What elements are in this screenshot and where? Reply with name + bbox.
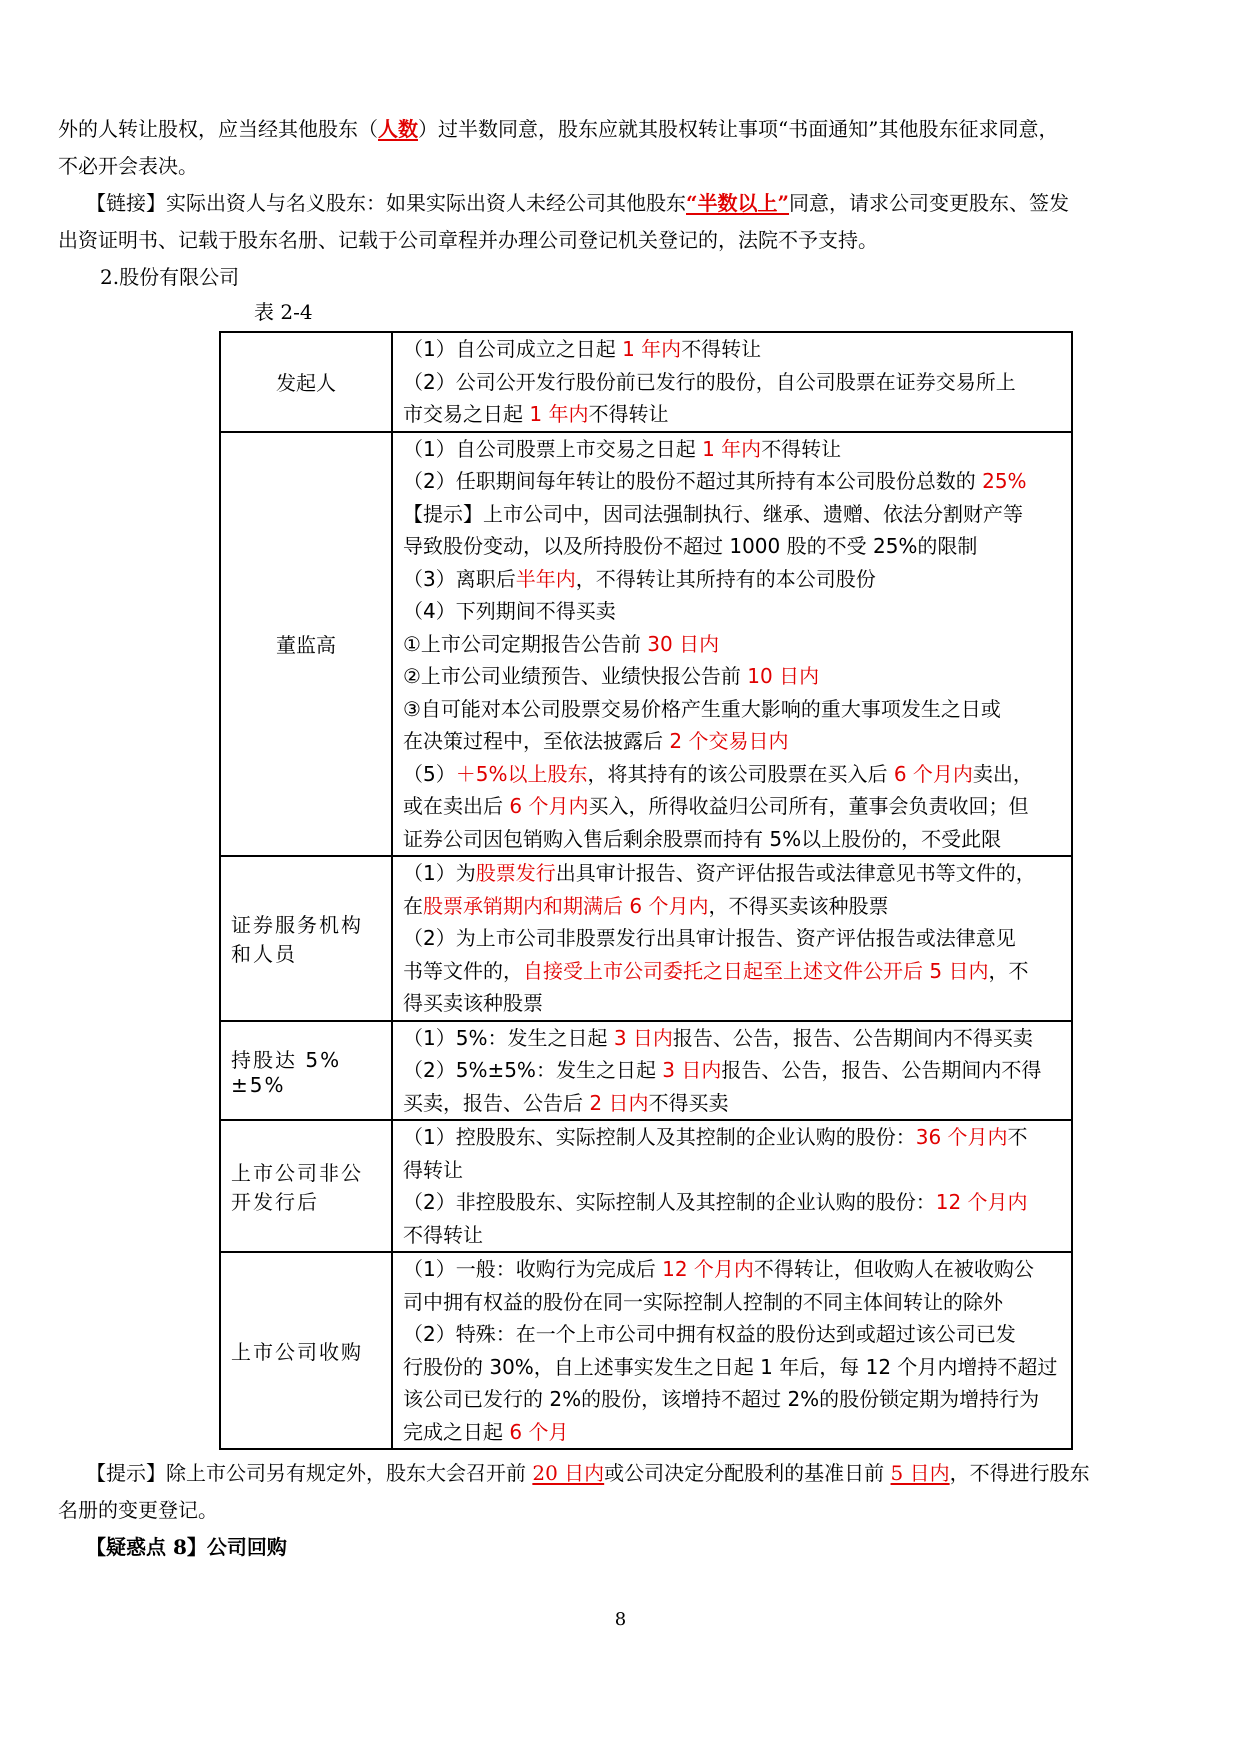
row-content-executives: （1）自公司股票上市交易之日起 1 年内不得转让 （2）任职期间每年转让的股份不超过其所持有本公司股份总数的 25% 【提示】上市公司中，因司法强制执行、继承、遗赠、依法分割财产等 导致股份变动，以及所持股份不超过 1000 股的不受 25%的限制 （3）离职后半年内，不得转让其所持有的本公司股份 （4）下列期间不得买卖 ①上市公司定期报告公告前 30 日内 ②上市公司业绩预告、业绩快报公告前 10 日内 ③自可能对本公司股票交易价格产生重大影响的重大事项发生之日或 在决策过程中，至依法披露后 2 个交易日内 （5）＋5%以上股东，将其持有的该公司股票在买入后 6 个月内卖出， 或在卖出后 6 个月内买入，所得收益归公司所有，董事会负责收回；但 证券公司因包销购入售后剩余股票而持有 5%以上股份的，不受此限 xyxy=(392,432,1072,857)
link-line-2: 出资证明书、记载于股东名册、记载于公司章程并办理公司登记机关登记的，法院不予支持。 xyxy=(58,228,878,252)
table-row-5-percent xyxy=(220,1021,1072,1121)
row-content-promoter: （1）自公司成立之日起 1 年内不得转让 （2）公司公开发行股份前已发行的股份，自公司股票在证券交易所上 市交易之日起 1 年内不得转让 xyxy=(392,332,1072,432)
row-label-executives: 董监高 xyxy=(220,432,392,857)
row-content-securities-service: （1）为股票发行出具审计报告、资产评估报告或法律意见书等文件的， 在股票承销期内和期满后 6 个月内，不得买卖该种股票 （2）为上市公司非股票发行出具审计报告、资产评估报告或法律意见 书等文件的，自接受上市公司委托之日起至上述文件公开后 5 日内，不 得买卖该种股票 xyxy=(392,856,1072,1021)
row-content-acquisition: （1）一般：收购行为完成后 12 个月内不得转让，但收购人在被收购公 司中拥有权益的股份在同一实际控制人控制的不同主体间转让的除外 （2）特殊：在一个上市公司中拥有权益的股份达到或超过该公司已发 行股份的 30%，自上述事实发生之日起 1 年后，每 12 个月内增持不超过 该公司已发行的 2%的股份，该增持不超过 2%的股份锁定期为增持行为 完成之日起 6 个月 xyxy=(392,1252,1072,1449)
table-row-executives xyxy=(220,432,1072,857)
link-line-1: 【链接】实际出资人与名义股东：如果实际出资人未经公司其他股东“半数以上”同意，请求公司变更股东、签发 xyxy=(86,191,1070,215)
table-row-private-placement xyxy=(220,1120,1072,1252)
row-label-securities-service: 证券服务机构和人员 xyxy=(220,856,392,1021)
emphasis-20-days: 20 日内 xyxy=(532,1461,605,1485)
share-transfer-restrictions-table xyxy=(219,331,1073,1450)
note-line-1: 【提示】除上市公司另有规定外，股东大会召开前 20 日内或公司决定分配股利的基准日前 5 日内，不得进行股东 xyxy=(86,1461,1090,1485)
intro-line-1: 外的人转让股权，应当经其他股东（人数）过半数同意，股东应就其股权转让事项“书面通知”其他股东征求同意， xyxy=(58,117,1059,141)
emphasis-headcount: 人数 xyxy=(378,117,418,141)
row-label-acquisition: 上市公司收购 xyxy=(220,1252,392,1449)
note-paragraph xyxy=(58,1455,1188,1529)
row-label-promoter: 发起人 xyxy=(220,332,392,432)
table-row-securities-service xyxy=(220,856,1072,1021)
emphasis-5-days: 5 日内 xyxy=(890,1461,950,1485)
row-label-5-percent: 持股达 5%±5% xyxy=(220,1021,392,1121)
link-paragraph xyxy=(58,185,1188,259)
section-heading: 2.股份有限公司 xyxy=(100,265,240,289)
page-number: 8 xyxy=(614,1609,627,1630)
row-label-private-placement: 上市公司非公开发行后 xyxy=(220,1120,392,1252)
next-section-heading: 【疑惑点 8】公司回购 xyxy=(86,1535,287,1559)
table-row-acquisition xyxy=(220,1252,1072,1449)
table-row-promoter xyxy=(220,332,1072,432)
intro-paragraph xyxy=(58,111,1188,185)
row-content-5-percent: （1）5%：发生之日起 3 日内报告、公告，报告、公告期间内不得买卖 （2）5%±5%：发生之日起 3 日内报告、公告，报告、公告期间内不得 买卖，报告、公告后 2 日内不得买卖 xyxy=(392,1021,1072,1121)
row-content-private-placement: （1）控股股东、实际控制人及其控制的企业认购的股份：36 个月内不 得转让 （2）非控股股东、实际控制人及其控制的企业认购的股份：12 个月内 不得转让 xyxy=(392,1120,1072,1252)
table-caption: 表 2-4 xyxy=(254,300,313,324)
intro-line-2: 不必开会表决。 xyxy=(58,154,198,178)
note-line-2: 名册的变更登记。 xyxy=(58,1498,218,1522)
emphasis-half-or-more: “半数以上” xyxy=(686,191,790,215)
